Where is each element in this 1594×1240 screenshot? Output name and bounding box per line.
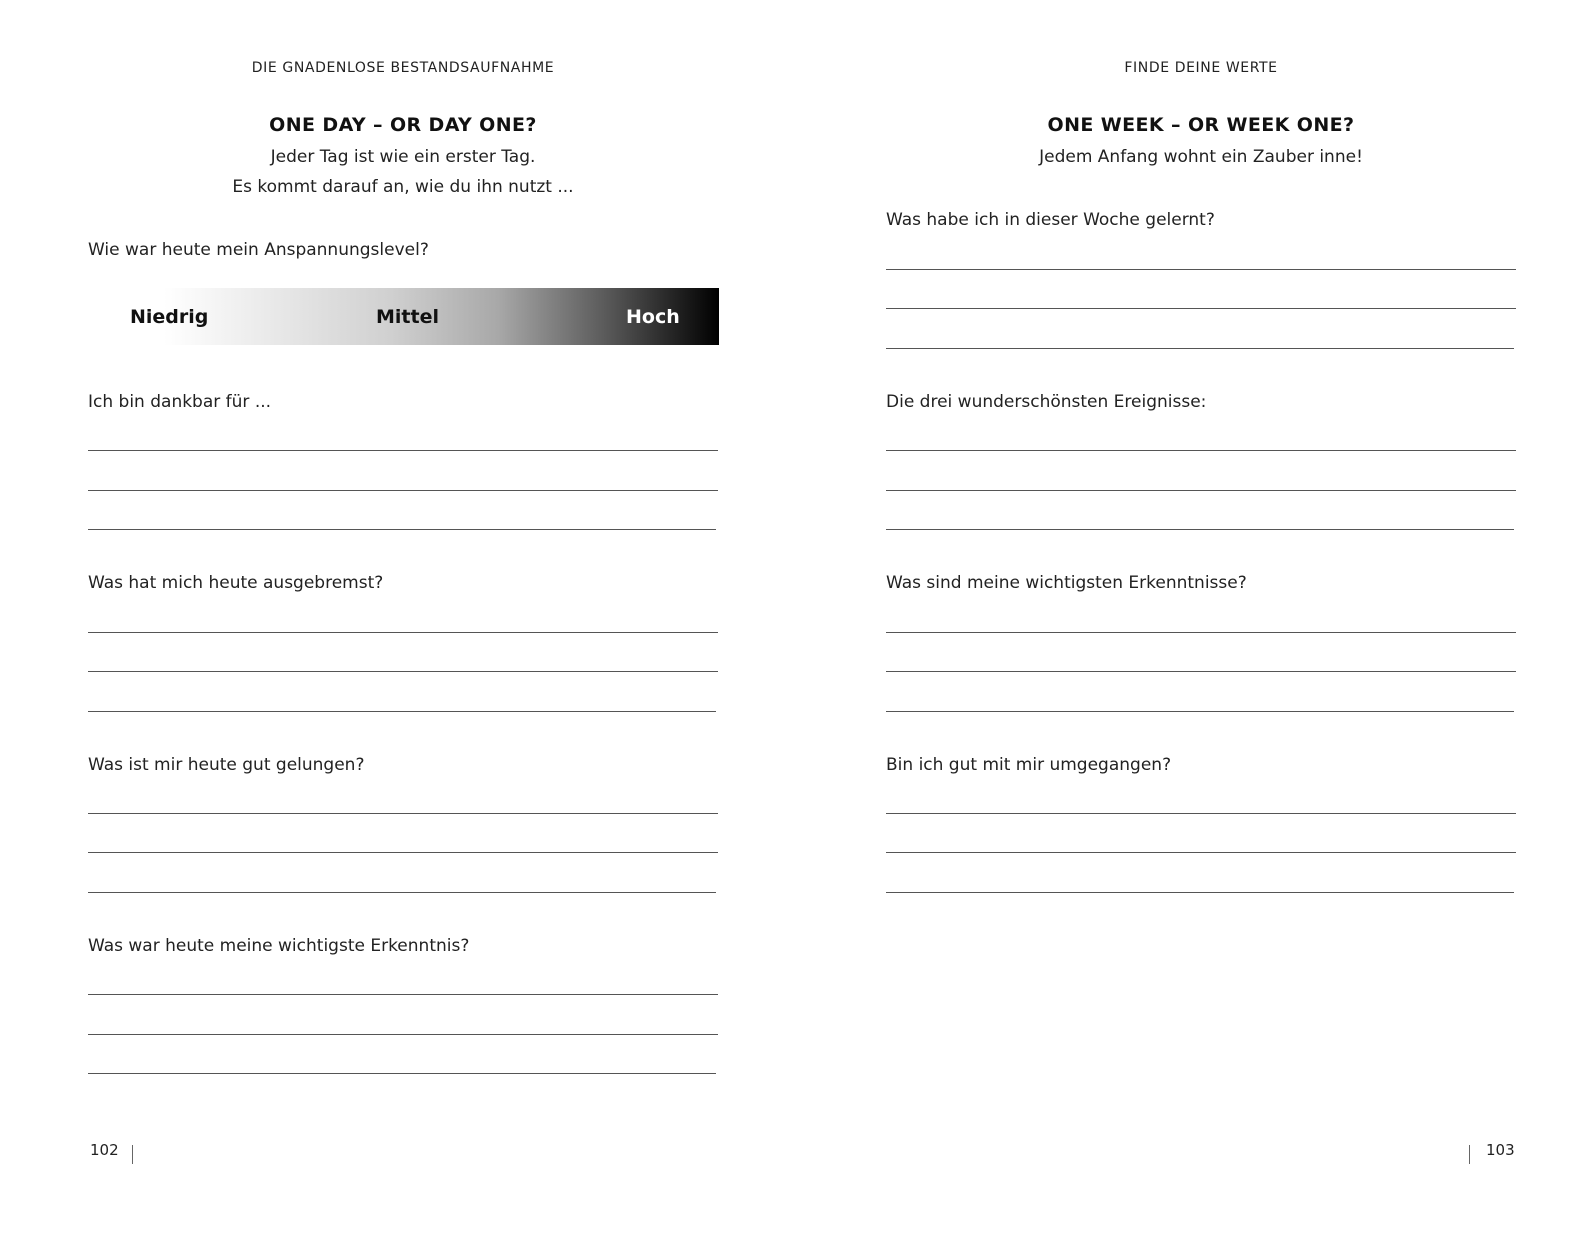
page-number-right: 103 xyxy=(1486,1141,1515,1159)
writing-line[interactable] xyxy=(886,308,1516,309)
running-head-left: DIE GNADENLOSE BESTANDSAUFNAHME xyxy=(251,60,555,76)
title-block-left xyxy=(88,114,718,202)
writing-line[interactable] xyxy=(88,994,718,995)
writing-line[interactable] xyxy=(88,490,718,491)
question-learned-this-week: Was habe ich in dieser Woche gelernt? xyxy=(886,210,1215,230)
scale-label-low: Niedrig xyxy=(130,306,209,328)
subtitle-line-1-right: Jedem Anfang wohnt ein Zauber inne! xyxy=(1039,147,1363,167)
writing-line[interactable] xyxy=(886,711,1514,712)
page-title-left: ONE DAY – OR DAY ONE? xyxy=(269,114,537,136)
page-number-left: 102 xyxy=(90,1141,119,1159)
writing-line[interactable] xyxy=(88,813,718,814)
question-went-well: Was ist mir heute gut gelungen? xyxy=(88,755,365,775)
writing-line[interactable] xyxy=(886,632,1516,633)
left-page xyxy=(88,0,718,1240)
writing-line[interactable] xyxy=(886,852,1516,853)
writing-line[interactable] xyxy=(886,529,1514,530)
writing-line[interactable] xyxy=(88,1073,716,1074)
subtitle-line-2-left: Es kommt darauf an, wie du ihn nutzt ... xyxy=(232,177,574,197)
writing-line[interactable] xyxy=(88,529,716,530)
question-slowed-down: Was hat mich heute ausgebremst? xyxy=(88,573,384,593)
writing-line[interactable] xyxy=(886,269,1516,270)
writing-line[interactable] xyxy=(886,892,1514,893)
question-key-insight: Was war heute meine wichtigste Erkenntnis? xyxy=(88,936,470,956)
subtitle-line-1-left: Jeder Tag ist wie ein erster Tag. xyxy=(270,147,536,167)
writing-line[interactable] xyxy=(886,348,1514,349)
writing-line[interactable] xyxy=(88,892,716,893)
writing-line[interactable] xyxy=(886,490,1516,491)
writing-line[interactable] xyxy=(88,852,718,853)
writing-line[interactable] xyxy=(88,671,718,672)
question-three-events: Die drei wunderschönsten Ereignisse: xyxy=(886,392,1207,412)
writing-line[interactable] xyxy=(88,1034,718,1035)
folio-divider-left xyxy=(132,1145,133,1164)
writing-line[interactable] xyxy=(886,671,1516,672)
tension-scale-bar xyxy=(88,288,719,345)
title-block-right xyxy=(886,114,1516,172)
scale-label-high: Hoch xyxy=(626,306,680,328)
right-page xyxy=(886,0,1516,1240)
running-head-right: FINDE DEINE WERTE xyxy=(1124,60,1278,76)
question-key-insights: Was sind meine wichtigsten Erkenntnisse? xyxy=(886,573,1247,593)
question-gratitude: Ich bin dankbar für ... xyxy=(88,392,272,412)
writing-line[interactable] xyxy=(886,450,1516,451)
scale-label-mid: Mittel xyxy=(376,306,439,328)
writing-line[interactable] xyxy=(88,632,718,633)
tension-question: Wie war heute mein Anspannungslevel? xyxy=(88,240,429,260)
writing-line[interactable] xyxy=(886,813,1516,814)
folio-divider-right xyxy=(1469,1145,1470,1164)
question-self-treatment: Bin ich gut mit mir umgegangen? xyxy=(886,755,1172,775)
page-title-right: ONE WEEK – OR WEEK ONE? xyxy=(1047,114,1355,136)
writing-line[interactable] xyxy=(88,450,718,451)
writing-line[interactable] xyxy=(88,711,716,712)
